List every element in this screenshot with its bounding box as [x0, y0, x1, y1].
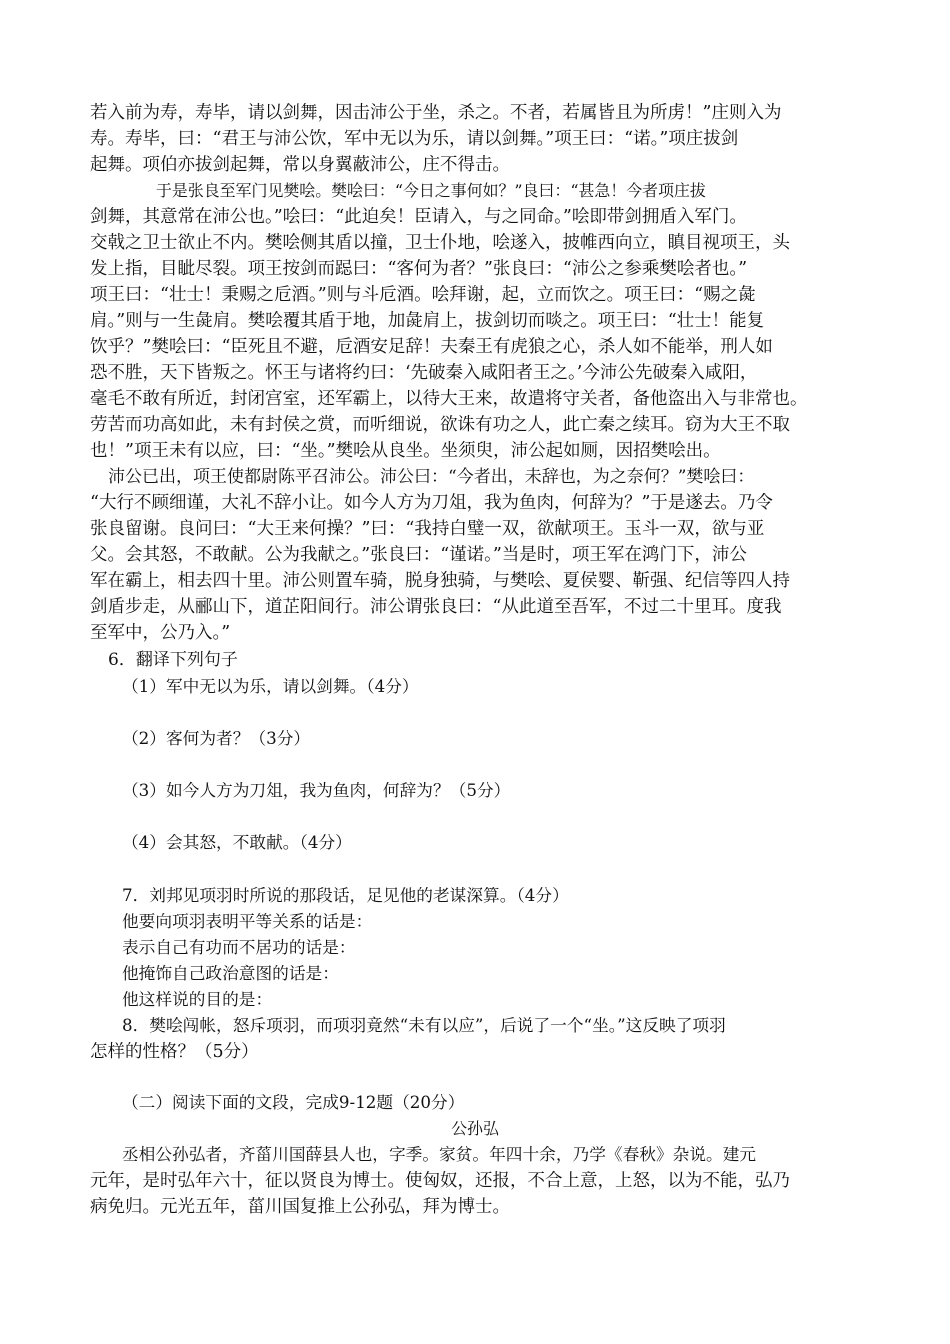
passage-line: 恐不胜，天下皆叛之。怀王与诸将约曰：‘先破秦入咸阳者王之。’今沛公先破秦入咸阳，	[90, 363, 758, 383]
passage-line: 丞相公孙弘者，齐菑川国薛县人也，字季。家贫。年四十余，乃学《春秋》杂说。建元	[122, 1145, 757, 1164]
passage-line: 军在霸上，相去四十里。沛公则置车骑，脱身独骑，与樊哙、夏侯婴、靳强、纪信等四人持	[90, 571, 790, 591]
question-item: （4）会其怒，不敢献。（4分）	[122, 833, 352, 852]
passage-line: 发上指，目眦尽裂。项王按剑而跽曰：“客何为者？”张良曰：“沛公之参乘樊哙者也。”	[90, 259, 748, 279]
passage-line: “大行不顾细谨，大礼不辞小让。如今人方为刀俎，我为鱼肉，何辞为？”于是遂去。乃令	[90, 493, 773, 513]
passage-title: 公孙弘	[451, 1119, 499, 1138]
passage-line: 于是张良至军门见樊哙。樊哙曰：“今日之事何如？”良曰：“甚急！今者项庄拔	[156, 181, 706, 200]
question-title: 7．刘邦见项羽时所说的那段话，足见他的老谋深算。（4分）	[122, 886, 569, 905]
passage-line: 毫毛不敢有所近，封闭宫室，还军霸上，以待大王来，故遣将守关者，备他盗出入与非常也。	[90, 389, 808, 409]
passage-line: 至军中，公乃入。”	[90, 623, 231, 643]
question-text: 8．樊哙闯帐，怒斥项羽，而项羽竟然“未有以应”，后说了一个“坐。”这反映了项羽	[122, 1016, 726, 1035]
question-title: 6．翻译下列句子	[108, 650, 238, 670]
question-item: 表示自己有功而不居功的话是：	[122, 938, 356, 957]
passage-line: 张良留谢。良问曰：“大王来何操？”曰：“我持白璧一双，欲献项王。玉斗一双，欲与亚	[90, 519, 765, 539]
passage-line: 沛公已出，项王使都尉陈平召沛公。沛公曰：“今者出，未辞也，为之奈何？”樊哙曰：	[108, 467, 755, 487]
section-heading: （二）阅读下面的文段，完成9-12题（20分）	[122, 1093, 465, 1112]
passage-line: 剑舞，其意常在沛公也。”哙曰：“此迫矣！臣请入，与之同命。”哙即带剑拥盾入军门。	[90, 207, 747, 227]
question-text: 怎样的性格？（5分）	[90, 1042, 259, 1062]
question-item: （3）如今人方为刀俎，我为鱼肉，何辞为？（5分）	[122, 781, 511, 800]
passage-line: 项王曰：“壮士！秉赐之卮酒。”则与斗卮酒。哙拜谢，起，立而饮之。项王曰：“赐之彘	[90, 285, 756, 305]
passage-line: 寿。寿毕，曰：“君王与沛公饮，军中无以为乐，请以剑舞。”项王曰：“诺。”项庄拔剑	[90, 129, 739, 149]
passage-line: 若入前为寿，寿毕，请以剑舞，因击沛公于坐，杀之。不者，若属皆且为所虏！”庄则入为	[90, 103, 782, 123]
question-item: （1）军中无以为乐，请以剑舞。（4分）	[122, 677, 419, 696]
passage-line: 劳苦而功高如此，未有封侯之赏，而听细说，欲诛有功之人，此亡秦之续耳。窃为大王不取	[90, 415, 790, 435]
passage-line: 病免归。元光五年，菑川国复推上公孙弘，拜为博士。	[90, 1197, 510, 1217]
question-item: （2）客何为者？（3分）	[122, 729, 311, 748]
passage-line: 起舞。项伯亦拔剑起舞，常以身翼蔽沛公，庄不得击。	[90, 155, 510, 175]
passage-line: 也！”项王未有以应，曰：“坐。”樊哙从良坐。坐须臾，沛公起如厕，因招樊哙出。	[90, 441, 721, 461]
passage-line: 剑盾步走，从郦山下，道芷阳间行。沛公谓张良曰：“从此道至吾军，不过二十里耳。度我	[90, 597, 782, 617]
passage-line: 肩。”则与一生彘肩。樊哙覆其盾于地，加彘肩上，拔剑切而啖之。项王曰：“壮士！能复	[90, 311, 765, 331]
question-item: 他这样说的目的是：	[122, 990, 273, 1009]
passage-line: 父。会其怒，不敢献。公为我献之。”张良曰：“谨诺。”当是时，项王军在鸿门下，沛公	[90, 545, 747, 565]
question-item: 他掩饰自己政治意图的话是：	[122, 964, 339, 983]
passage-line: 元年，是时弘年六十，征以贤良为博士。使匈奴，还报，不合上意，上怒，以为不能，弘乃	[90, 1171, 790, 1191]
question-item: 他要向项羽表明平等关系的话是：	[122, 912, 373, 931]
passage-line: 饮乎？”樊哙曰：“臣死且不避，卮酒安足辞！夫秦王有虎狼之心，杀人如不能举，刑人如	[90, 337, 773, 357]
passage-line: 交戟之卫士欲止不内。樊哙侧其盾以撞，卫士仆地，哙遂入，披帷西向立，瞋目视项王，头	[90, 233, 790, 253]
